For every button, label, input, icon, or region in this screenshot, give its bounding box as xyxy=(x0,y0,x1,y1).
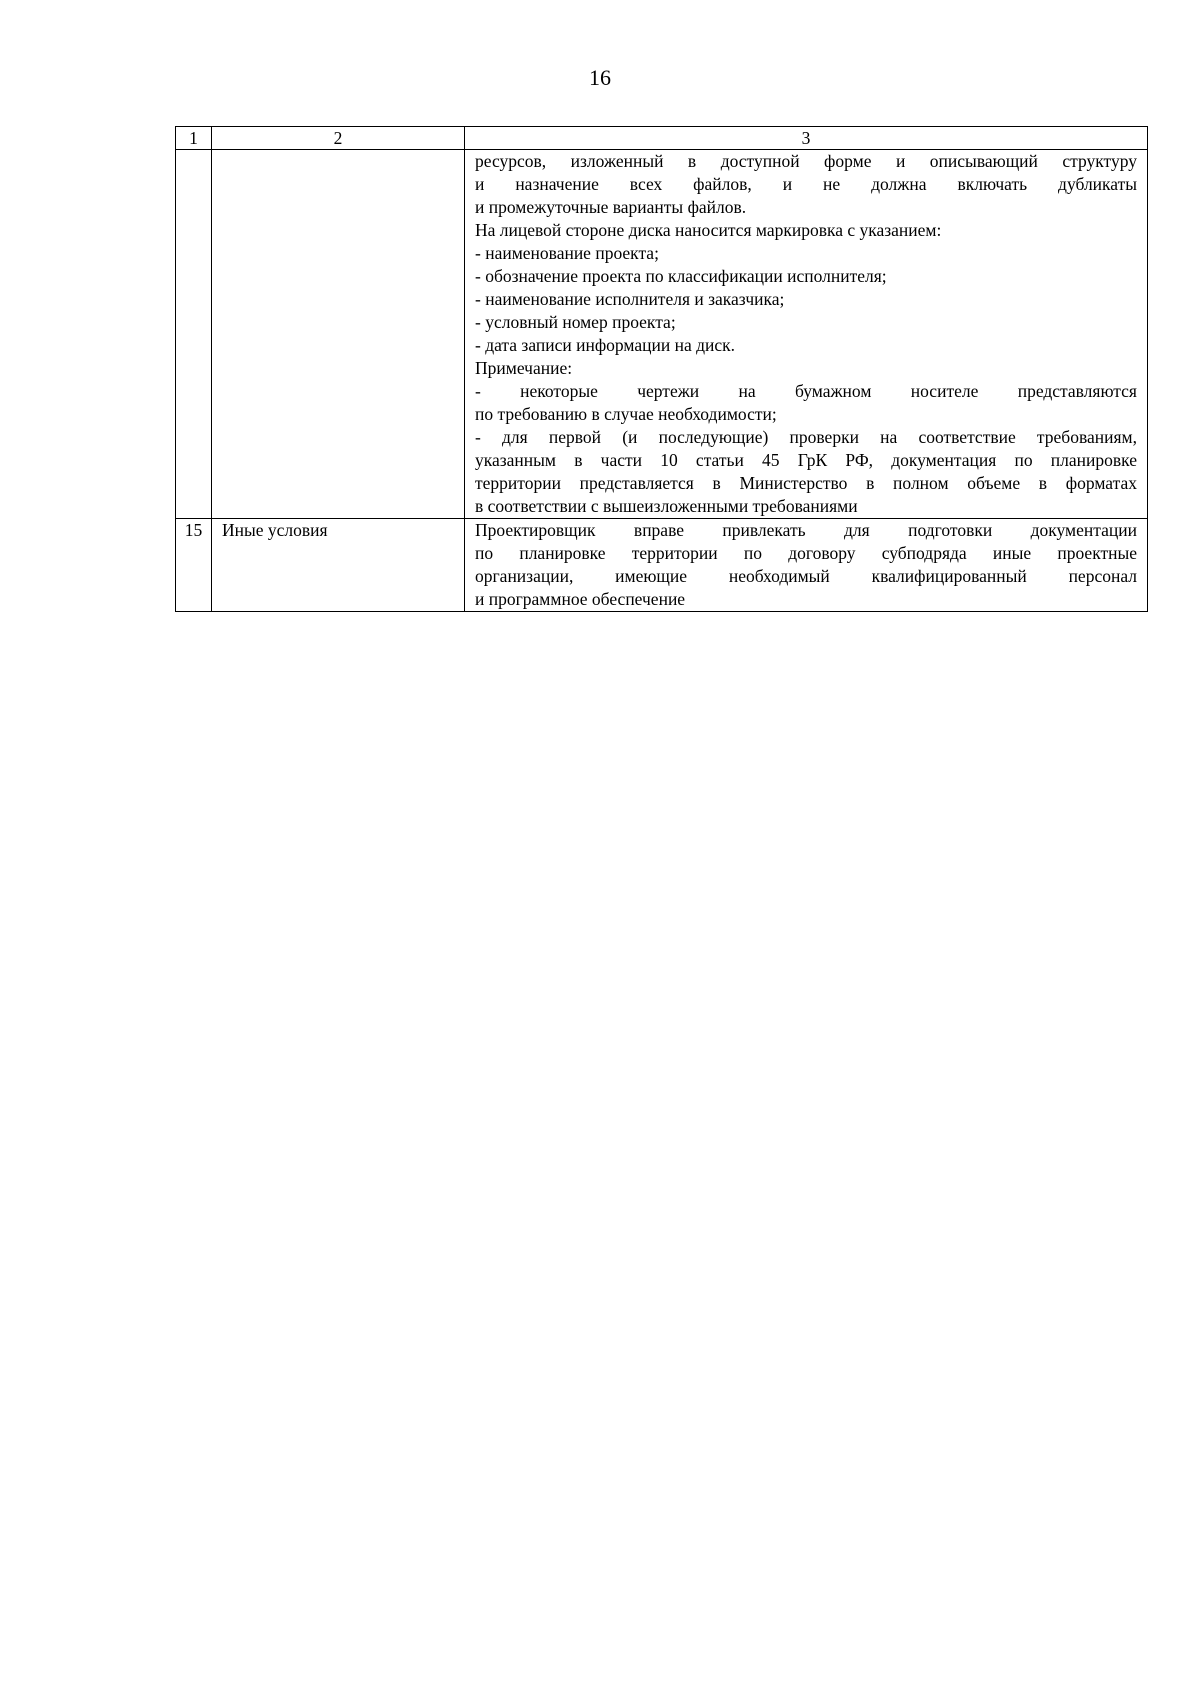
row-name-cell xyxy=(212,150,465,519)
description-line: и программное обеспечение xyxy=(475,589,686,609)
description-line: Проектировщик вправе привлекать для подготовки документации xyxy=(475,520,1137,540)
requirements-table xyxy=(175,126,1148,612)
description-line: На лицевой стороне диска наносится маркировка с указанием: xyxy=(475,220,942,240)
description-line: - наименование проекта; xyxy=(475,243,659,263)
description-line: - для первой (и последующие) проверки на соответствие требованиям, xyxy=(475,427,1137,447)
header-cell-2: 2 xyxy=(212,127,465,150)
description-line: и назначение всех файлов, и не должна включать дубликаты xyxy=(475,174,1137,194)
description-line: - наименование исполнителя и заказчика; xyxy=(475,289,785,309)
description-line: в соответствии с вышеизложенными требованиями xyxy=(475,496,858,516)
row-description-cell xyxy=(465,519,1148,612)
page-number: 16 xyxy=(589,65,611,90)
row-description-cell xyxy=(465,150,1148,519)
description-line: - условный номер проекта; xyxy=(475,312,676,332)
table-row xyxy=(176,519,1148,612)
description-line: Примечание: xyxy=(475,358,573,378)
row-name-cell: Иные условия xyxy=(212,519,465,612)
table-row xyxy=(176,150,1148,519)
table-header-row xyxy=(176,127,1148,150)
row-number-cell: 15 xyxy=(176,519,212,612)
description-line: территории представляется в Министерство в полном объеме в форматах xyxy=(475,473,1137,493)
description-line: по требованию в случае необходимости; xyxy=(475,404,777,424)
description-line: указанным в части 10 статьи 45 ГрК РФ, документация по планировке xyxy=(475,450,1137,470)
description-line: по планировке территории по договору субподряда иные проектные xyxy=(475,543,1137,563)
description-line: - некоторые чертежи на бумажном носителе представляются xyxy=(475,381,1137,401)
description-line: - дата записи информации на диск. xyxy=(475,335,736,355)
row-number-cell xyxy=(176,150,212,519)
header-cell-1: 1 xyxy=(176,127,212,150)
header-cell-3: 3 xyxy=(465,127,1148,150)
description-line: ресурсов, изложенный в доступной форме и описывающий структуру xyxy=(475,151,1137,171)
description-line: - обозначение проекта по классификации исполнителя; xyxy=(475,266,887,286)
description-line: и промежуточные варианты файлов. xyxy=(475,197,747,217)
description-line: организации, имеющие необходимый квалифицированный персонал xyxy=(475,566,1137,586)
